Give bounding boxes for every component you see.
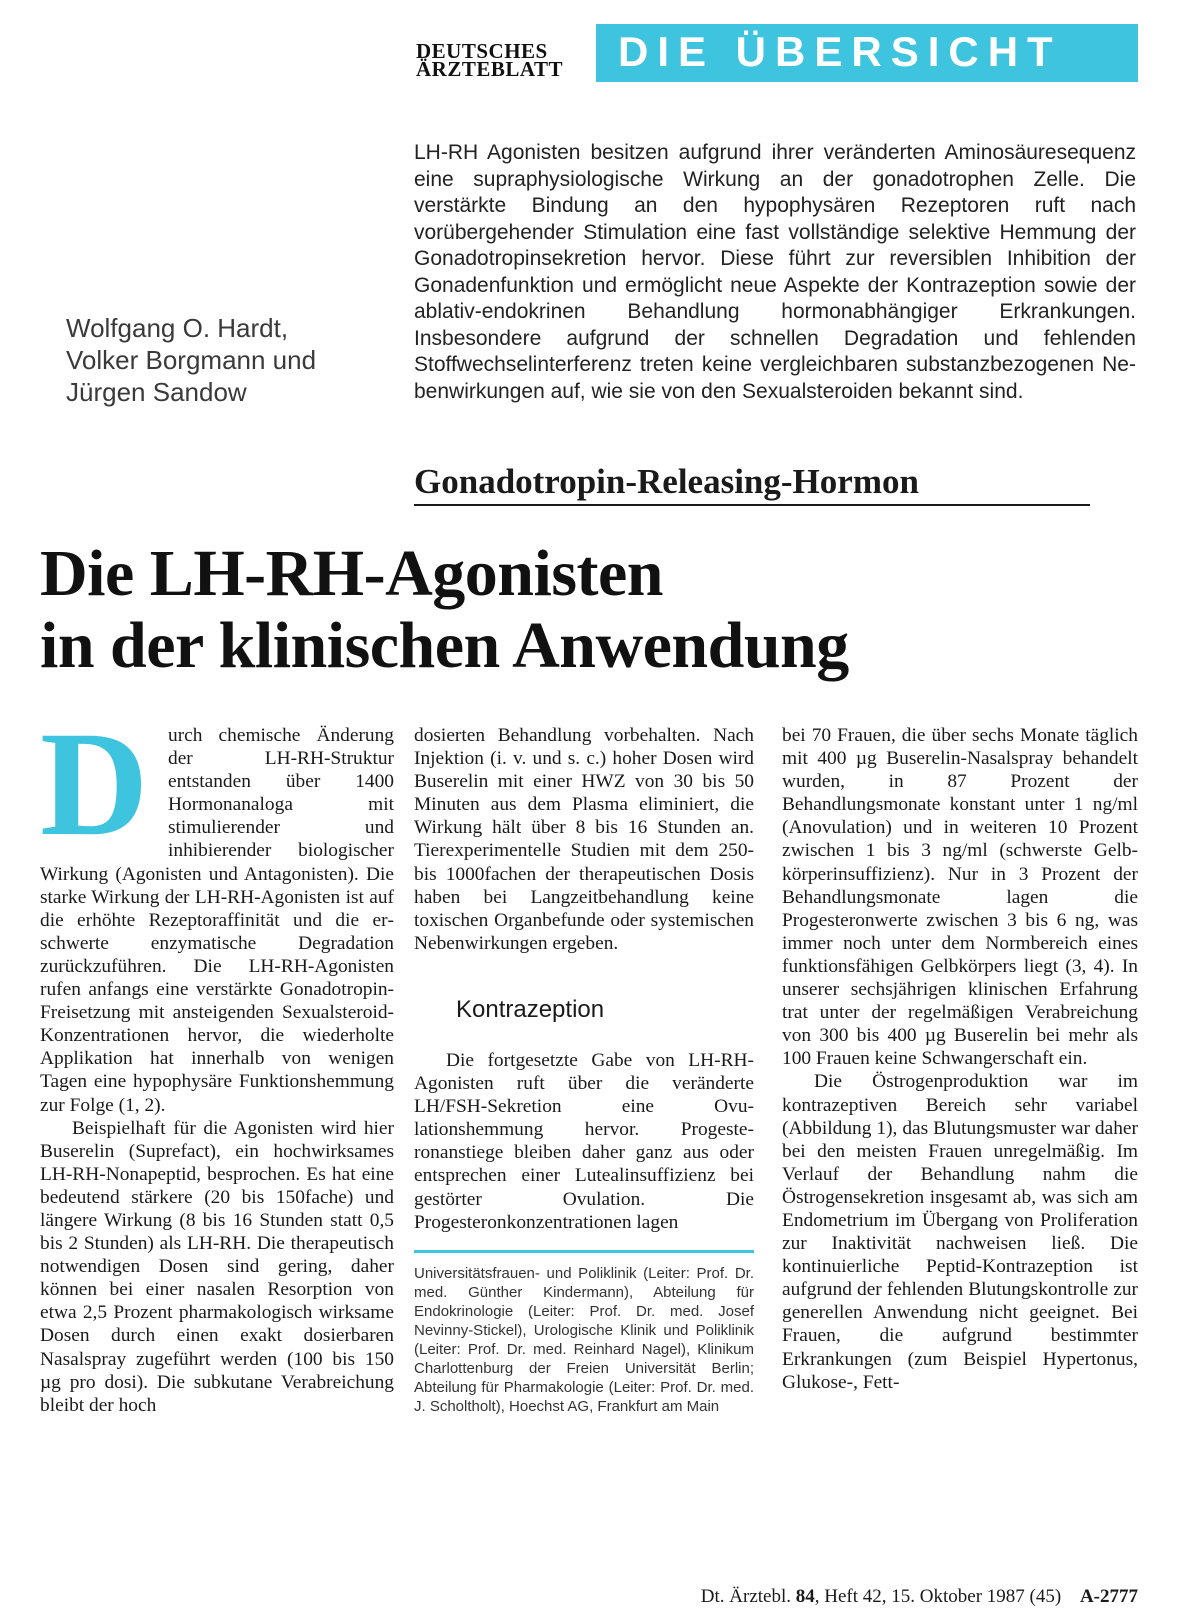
body-paragraph-4: Die fortgesetzte Gabe von LH-RH-Agonisten ruft über die veränderte LH/FSH-Sekretion eine Ovulationshemmung hervor. Progesteronanstiege bleiben daher ganz aus oder entsprechen einer Lutealinsuffizienz bei gestörter Ovulation. Die Progesteronkonzentrationen lagen <box>414 1049 754 1233</box>
body-column-1 <box>40 701 394 1417</box>
logo-line-2: ÄRZTEBLATT <box>416 57 563 81</box>
affiliation-footnote: Universitätsfrauen- und Poliklinik (Leiter: Prof. Dr. med. Günther Kindermann), Abteilung für Endokrinologie (Leiter: Prof. Dr. med. Josef Nevinny-Stickel), Urologische Klinik und Poliklinik (Leiter: Prof. Dr. med. Reinhard Nagel), Klinikum Charlottenburg der Freien Universität Berlin; Abteilung für Pharmakologie (Leiter: Prof. Dr. med. J. Scholtholt), Hoechst AG, Frankfurt am Main <box>414 1265 754 1415</box>
kicker-title: Gonadotropin-Releasing-Hormon <box>414 462 1090 506</box>
drop-cap: D <box>40 701 149 867</box>
footnote-divider <box>414 1250 754 1253</box>
article-headline <box>40 538 1150 682</box>
section-title: DIE ÜBERSICHT <box>618 28 1062 75</box>
footer-journal: Dt. Ärztebl. <box>700 1586 791 1607</box>
body-paragraph-3: dosierten Behandlung vorbehalten. Nach Injektion (i. v. und s. c.) hoher Dosen wird Buserelin mit einer HWZ von 30 bis 50 Minuten aus dem Plasma eliminiert, die Wirkung hält über 8 bis 16 Stunden an. Tierexperimentelle Studien mit dem 250- bis 1000fachen der therapeutischen Dosis haben bei Langzeitbehandlung keine toxischen Organbefunde oder systemischen Nebenwirkungen ergeben. <box>414 725 754 954</box>
body-paragraph-2: Beispielhaft für die Agonisten wird hier Buserelin (Suprefact), ein hochwirksames LH-RH-Nonapeptid, besprochen. Es hat eine bedeutend stärkere (20 bis 150fache) und längere Wirkung (8 bis 16 Stunden statt 0,5 bis 2 Stunden) als LH-RH. Die therapeutisch notwendigen Dosen sind gering, daher können bei einer nasalen Resorption von etwa 2,5 Prozent pharmakologisch wirksame Dosen durch einen exakt dosierbaren Nasalspray zugeführt werden (100 bis 150 µg pro dosi). Die subkutane Verabreichung bleibt der hoch <box>40 1117 394 1416</box>
author-3: Jürgen Sandow <box>66 377 247 407</box>
page-number: A-2777 <box>1079 1586 1138 1607</box>
footer-volume: 84 <box>795 1586 815 1607</box>
body-paragraph-1: urch chemische Änderung der LH-RH-Struktur entstanden über 1400 Hormonanaloga mit stimulierender und inhibierender biologischer Wirkung (Agonisten und Antagonisten). Die starke Wirkung der LH-RH-Agonisten ist auf die erhöhte Rezeptoraffinität und die erschwerte enzymatische Degradation zurückzuführen. Die LH-RH-Agonisten rufen anfangs eine verstärkte Gonadotropin-Freisetzung mit ansteigenden Sexualsteroid-Konzentrationen hervor, die wiederholte Applikation hat innerhalb von wenigen Tagen eine hypophysäre Funktionshemmung zur Folge (1, 2). <box>40 725 394 1116</box>
body-column-3 <box>782 724 1138 1394</box>
body-column-2 <box>414 724 754 1234</box>
section-banner <box>596 24 1138 82</box>
body-paragraph-6: Die Östrogenproduktion war im kontrazeptiven Bereich sehr variabel (Abbildung 1), das Blutungsmuster war daher bei den meisten Frauen unregelmäßig. Im Verlauf der Behandlung nahm die Östrogensekretion insgesamt ab, was sich am Endometrium im Übergang von Proliferation zur Inaktivität nachweisen ließ. Die kontinuierliche Peptid-Kontrazeption ist aufgrund der fehlenden Blutungskontrolle zur generellen Anwendung nicht geeignet. Bei Frauen, die aufgrund bestimmter Erkrankungen (zum Beispiel Hypertonus, Glukose-, Fett- <box>782 1071 1138 1393</box>
section-heading: Kontrazeption <box>456 995 605 1023</box>
page-footer <box>600 1586 1138 1608</box>
footer-issue: , Heft 42, 15. Oktober 1987 (45) <box>814 1586 1062 1607</box>
journal-logo <box>416 39 584 81</box>
headline-line-2: in der klinischen Anwendung <box>40 609 849 682</box>
author-list <box>66 312 386 408</box>
author-2: Volker Borgmann und <box>66 345 317 375</box>
abstract: LH-RH Agonisten besitzen aufgrund ihrer veränderten Aminosäuresequenz eine supraphysiologische Wirkung an der gonadotrophen Zelle. Die verstärkte Bindung an den hypophysären Rezeptoren ruft nach vorübergehender Stimulation eine fast vollständige selektive Hemmung der Gonadotropinsekretion hervor. Diese führt zur reversiblen Inhibition der Gonadenfunktion und ermöglicht neue Aspekte der Kontrazeption sowie der ablativ-endokrinen Behandlung hormonabhängiger Erkrankungen. Insbesondere aufgrund der schnellen Degradation und fehlenden Stoffwechselinterferenz treten keine vergleichbaren substanzbezogenen Nebenwirkungen auf, wie sie von den Sexualsteroiden bekannt sind. <box>414 141 1136 403</box>
author-1: Wolfgang O. Hardt, <box>66 313 289 343</box>
headline-line-1: Die LH-RH-Agonisten <box>40 537 663 610</box>
body-paragraph-5: bei 70 Frauen, die über sechs Monate täglich mit 400 µg Buserelin-Nasalspray behandelt wurden, in 87 Prozent der Behandlungsmonate konstant unter 1 ng/ml (Anovulation) und in weiteren 10 Prozent zwischen 1 bis 3 ng/ml (schwerste Gelbkörperinsuffizienz). Nur in 3 Prozent der Behandlungsmonate lagen die Progesteronwerte zwischen 3 bis 6 ng, was immer noch unter dem Normbereich eines funktionsfähigen Gelbkörpers liegt (3, 4). In unserer sechsjährigen klinischen Erfahrung trat unter der regelmäßigen Verabreichung von 300 bis 400 µg Buserelin bei mehr als 100 Frauen keine Schwangerschaft ein. <box>782 725 1138 1070</box>
logo-line-1: DEUTSCHES <box>416 39 548 63</box>
